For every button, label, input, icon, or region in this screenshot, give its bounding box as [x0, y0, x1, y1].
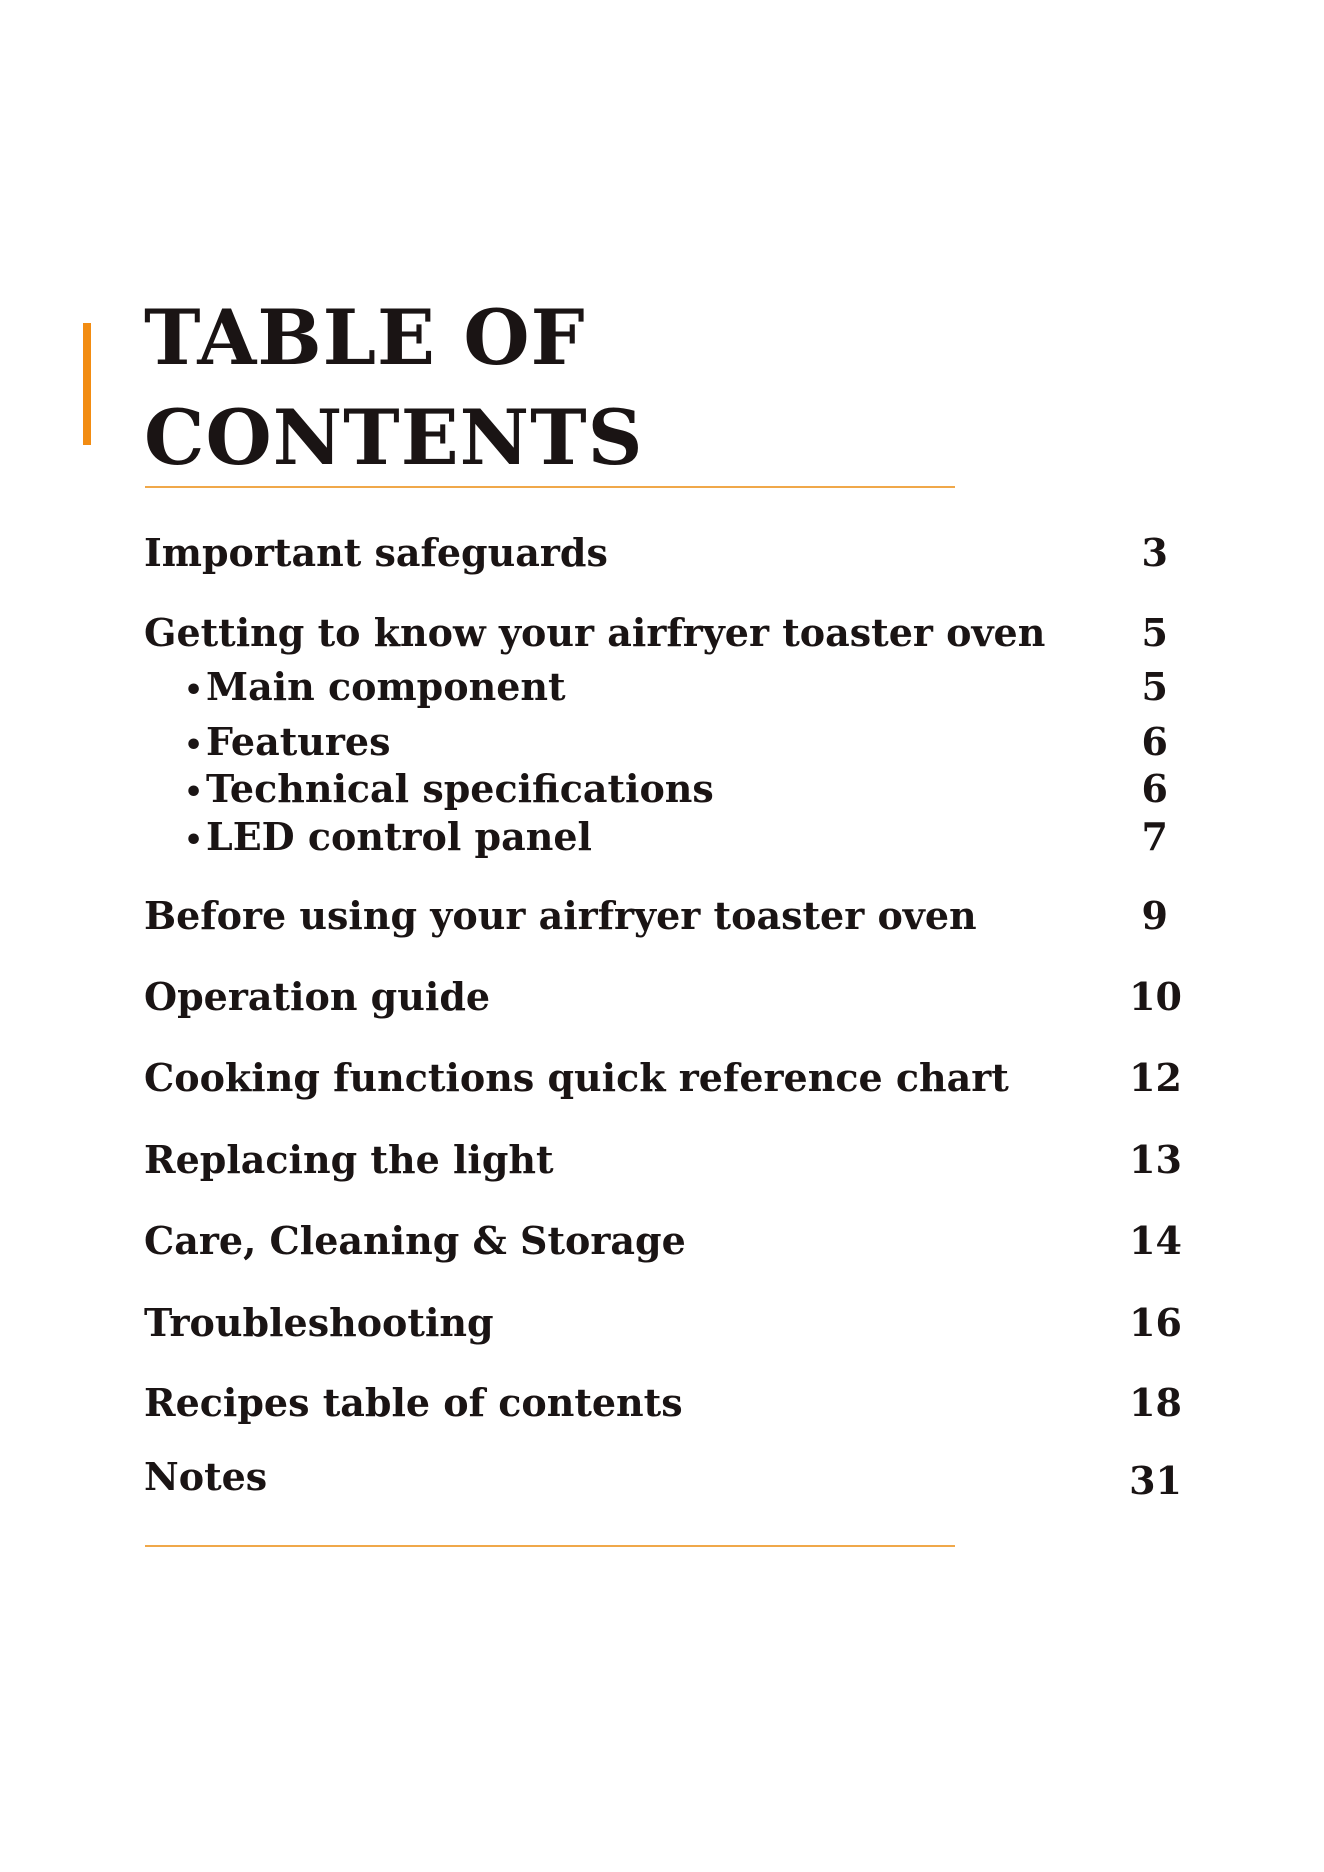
toc-subentry-technical-specifications[interactable]: [0, 764, 1324, 814]
toc-entry-troubleshooting[interactable]: [0, 1298, 1324, 1348]
toc-entry-page: 6: [1141, 719, 1168, 764]
toc-entry-page: 16: [1129, 1300, 1182, 1345]
toc-entry-page: 5: [1141, 610, 1168, 655]
toc-entry-text: LED control panel: [206, 814, 592, 859]
toc-entry-important-safeguards[interactable]: [0, 528, 1324, 578]
bullet-icon: •: [184, 728, 204, 763]
toc-entry-page: 12: [1129, 1055, 1182, 1100]
toc-entry-label: Replacing the light: [144, 1137, 554, 1182]
toc-entry-label: [184, 812, 592, 866]
toc-entry-page: 6: [1141, 766, 1168, 811]
toc-entry-page: 10: [1129, 974, 1182, 1019]
toc-entry-label: Care, Cleaning & Storage: [144, 1218, 686, 1263]
toc-entry-label: [184, 662, 566, 716]
page-title-line-2: CONTENTS: [144, 393, 644, 482]
toc-entry-label: Cooking functions quick reference chart: [144, 1055, 1009, 1100]
toc-entry-label: Before using your airfryer toaster oven: [144, 893, 977, 938]
bullet-icon: •: [184, 673, 204, 708]
toc-entry-text: Technical specifications: [206, 766, 714, 811]
top-divider: [145, 486, 955, 488]
toc-subentry-features[interactable]: [0, 717, 1324, 767]
toc-entry-text: Features: [206, 719, 391, 764]
toc-entry-notes[interactable]: [0, 1452, 1324, 1502]
accent-bar: [83, 323, 91, 445]
page-title-line-1: TABLE OF: [144, 293, 586, 382]
page-title: [144, 288, 644, 488]
bottom-divider: [145, 1545, 955, 1547]
toc-entry-text: Main component: [206, 664, 566, 709]
toc-entry-operation-guide[interactable]: [0, 972, 1324, 1022]
toc-entry-label: Recipes table of contents: [144, 1380, 683, 1425]
toc-subentry-main-component[interactable]: [0, 662, 1324, 712]
toc-subentry-led-control-panel[interactable]: [0, 812, 1324, 862]
toc-entry-cooking-functions[interactable]: [0, 1053, 1324, 1103]
toc-entry-before-using[interactable]: [0, 891, 1324, 941]
bullet-icon: •: [184, 823, 204, 858]
toc-entry-getting-to-know[interactable]: [0, 608, 1324, 658]
toc-entry-page: 31: [1129, 1458, 1182, 1503]
toc-entry-page: 5: [1141, 664, 1168, 709]
toc-entry-page: 3: [1141, 530, 1168, 575]
toc-entry-label: Notes: [144, 1454, 268, 1499]
toc-entry-recipes-table-of-contents[interactable]: [0, 1378, 1324, 1428]
toc-entry-page: 7: [1141, 814, 1168, 859]
toc-entry-page: 14: [1129, 1218, 1182, 1263]
toc-entry-page: 9: [1141, 893, 1168, 938]
toc-entry-label: Getting to know your airfryer toaster oven: [144, 610, 1046, 655]
toc-entry-care-cleaning-storage[interactable]: [0, 1216, 1324, 1266]
bullet-icon: •: [184, 775, 204, 810]
toc-entry-label: [184, 717, 390, 771]
toc-entry-label: [184, 764, 714, 818]
toc-entry-label: Important safeguards: [144, 530, 608, 575]
toc-entry-label: Troubleshooting: [144, 1300, 494, 1345]
toc-entry-replacing-the-light[interactable]: [0, 1135, 1324, 1185]
toc-entry-page: 13: [1129, 1137, 1182, 1182]
toc-entry-label: Operation guide: [144, 974, 491, 1019]
toc-entry-page: 18: [1129, 1380, 1182, 1425]
